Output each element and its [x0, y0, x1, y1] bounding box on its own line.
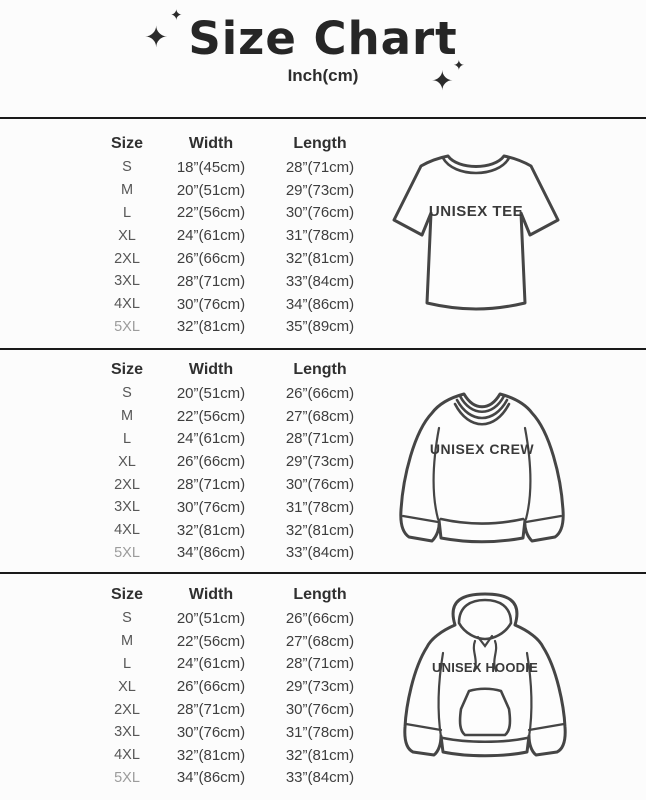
crew-illustration [394, 381, 570, 551]
table-row [96, 496, 376, 519]
crew-label: UNISEX CREW [429, 440, 535, 457]
table-row [96, 767, 376, 790]
tee-label: UNISEX TEE [428, 203, 524, 221]
column-header-width: Width [188, 360, 234, 378]
size-cell: 2XL [114, 476, 140, 493]
sweatshirt-drawing [394, 381, 570, 551]
hoodie-drawing [397, 591, 573, 763]
length-cell: 27”(68cm) [285, 407, 355, 425]
width-cell: 26”(66cm) [176, 678, 246, 696]
length-cell: 28”(71cm) [285, 158, 355, 176]
size-cell: 4XL [114, 747, 140, 764]
tshirt-drawing [386, 145, 566, 317]
width-cell: 32”(81cm) [176, 746, 246, 764]
table-row [96, 270, 376, 293]
width-cell: 28”(71cm) [176, 272, 246, 290]
size-cell: 2XL [114, 250, 140, 267]
column-header-width: Width [188, 134, 234, 152]
length-cell: 28”(71cm) [285, 430, 355, 448]
length-cell: 28”(71cm) [285, 655, 355, 673]
table-row [96, 224, 376, 247]
table-row [96, 721, 376, 744]
hoodie-illustration [397, 591, 573, 763]
size-cell: 5XL [114, 544, 140, 561]
sparkle-icon: ✦ [144, 22, 169, 54]
length-cell: 31”(78cm) [285, 498, 355, 516]
table-row [96, 405, 376, 428]
length-cell: 30”(76cm) [285, 701, 355, 719]
width-cell: 20”(51cm) [176, 609, 246, 627]
table-header-row [96, 357, 376, 382]
size-cell: S [122, 610, 132, 627]
tee-illustration [386, 145, 566, 317]
column-header-size: Size [110, 134, 143, 152]
table-row [96, 247, 376, 270]
width-cell: 26”(66cm) [176, 453, 246, 471]
table-row [96, 450, 376, 473]
length-cell: 26”(66cm) [285, 609, 355, 627]
tee-section [0, 119, 646, 350]
page-title: Size Chart [188, 12, 458, 65]
table-row [96, 630, 376, 653]
size-cell: S [122, 159, 132, 176]
hoodie-size-table [96, 582, 376, 789]
width-cell: 18”(45cm) [176, 158, 246, 176]
table-row [96, 293, 376, 316]
width-cell: 24”(61cm) [176, 227, 246, 245]
size-cell: 3XL [114, 499, 140, 516]
size-cell: 5XL [114, 769, 140, 786]
size-cell: 4XL [114, 296, 140, 313]
table-row [96, 473, 376, 496]
width-cell: 22”(56cm) [176, 407, 246, 425]
width-cell: 26”(66cm) [176, 250, 246, 268]
column-header-length: Length [293, 360, 347, 378]
table-row [96, 744, 376, 767]
table-header-row [96, 131, 376, 156]
width-cell: 34”(86cm) [176, 544, 246, 562]
width-cell: 28”(71cm) [176, 701, 246, 719]
length-cell: 33”(84cm) [285, 544, 355, 562]
width-cell: 30”(76cm) [176, 723, 246, 741]
crew-size-table [96, 357, 376, 564]
table-row [96, 202, 376, 225]
size-cell: XL [118, 227, 136, 244]
table-row [96, 519, 376, 542]
column-header-length: Length [293, 585, 347, 603]
length-cell: 31”(78cm) [285, 723, 355, 741]
length-cell: 27”(68cm) [285, 632, 355, 650]
size-cell: 3XL [114, 724, 140, 741]
column-header-length: Length [293, 134, 347, 152]
size-cell: XL [118, 678, 136, 695]
table-row [96, 542, 376, 565]
length-cell: 32”(81cm) [285, 250, 355, 268]
tee-size-table [96, 131, 376, 338]
table-row [96, 607, 376, 630]
table-row [96, 675, 376, 698]
length-cell: 32”(81cm) [285, 746, 355, 764]
column-header-size: Size [110, 585, 143, 603]
length-cell: 29”(73cm) [285, 678, 355, 696]
column-header-size: Size [110, 360, 143, 378]
hoodie-label: UNISEX HOODIE [432, 659, 538, 675]
length-cell: 33”(84cm) [285, 769, 355, 787]
width-cell: 20”(51cm) [176, 384, 246, 402]
width-cell: 22”(56cm) [176, 204, 246, 222]
width-cell: 32”(81cm) [176, 318, 246, 336]
chart-header [0, 0, 646, 119]
length-cell: 32”(81cm) [285, 521, 355, 539]
size-cell: L [122, 655, 132, 672]
sparkle-icon: ✦ [170, 7, 183, 24]
sparkle-icon: ✦ [431, 66, 454, 96]
length-cell: 30”(76cm) [285, 204, 355, 222]
length-cell: 30”(76cm) [285, 476, 355, 494]
length-cell: 26”(66cm) [285, 384, 355, 402]
table-row [96, 179, 376, 202]
length-cell: 34”(86cm) [285, 295, 355, 313]
size-cell: M [120, 633, 134, 650]
size-cell: XL [118, 453, 136, 470]
length-cell: 31”(78cm) [285, 227, 355, 245]
width-cell: 34”(86cm) [176, 769, 246, 787]
size-cell: L [122, 204, 132, 221]
width-cell: 28”(71cm) [176, 476, 246, 494]
width-cell: 24”(61cm) [176, 430, 246, 448]
width-cell: 32”(81cm) [176, 521, 246, 539]
size-cell: 2XL [114, 701, 140, 718]
length-cell: 35”(89cm) [285, 318, 355, 336]
length-cell: 33”(84cm) [285, 272, 355, 290]
size-cell: 3XL [114, 273, 140, 290]
size-cell: 4XL [114, 522, 140, 539]
table-row [96, 653, 376, 676]
crew-section [0, 350, 646, 574]
size-cell: M [120, 408, 134, 425]
length-cell: 29”(73cm) [285, 181, 355, 199]
width-cell: 20”(51cm) [176, 181, 246, 199]
column-header-width: Width [188, 585, 234, 603]
hoodie-section [0, 574, 646, 800]
size-cell: S [122, 385, 132, 402]
width-cell: 24”(61cm) [176, 655, 246, 673]
table-row [96, 428, 376, 451]
size-cell: 5XL [114, 318, 140, 335]
table-row [96, 382, 376, 405]
size-cell: M [120, 182, 134, 199]
length-cell: 29”(73cm) [285, 453, 355, 471]
size-cell: L [122, 430, 132, 447]
sparkle-icon: ✦ [453, 57, 465, 73]
table-row [96, 698, 376, 721]
table-row [96, 316, 376, 339]
width-cell: 30”(76cm) [176, 295, 246, 313]
table-row [96, 156, 376, 179]
units-subtitle: Inch(cm) [287, 65, 359, 85]
width-cell: 30”(76cm) [176, 498, 246, 516]
table-header-row [96, 582, 376, 607]
width-cell: 22”(56cm) [176, 632, 246, 650]
